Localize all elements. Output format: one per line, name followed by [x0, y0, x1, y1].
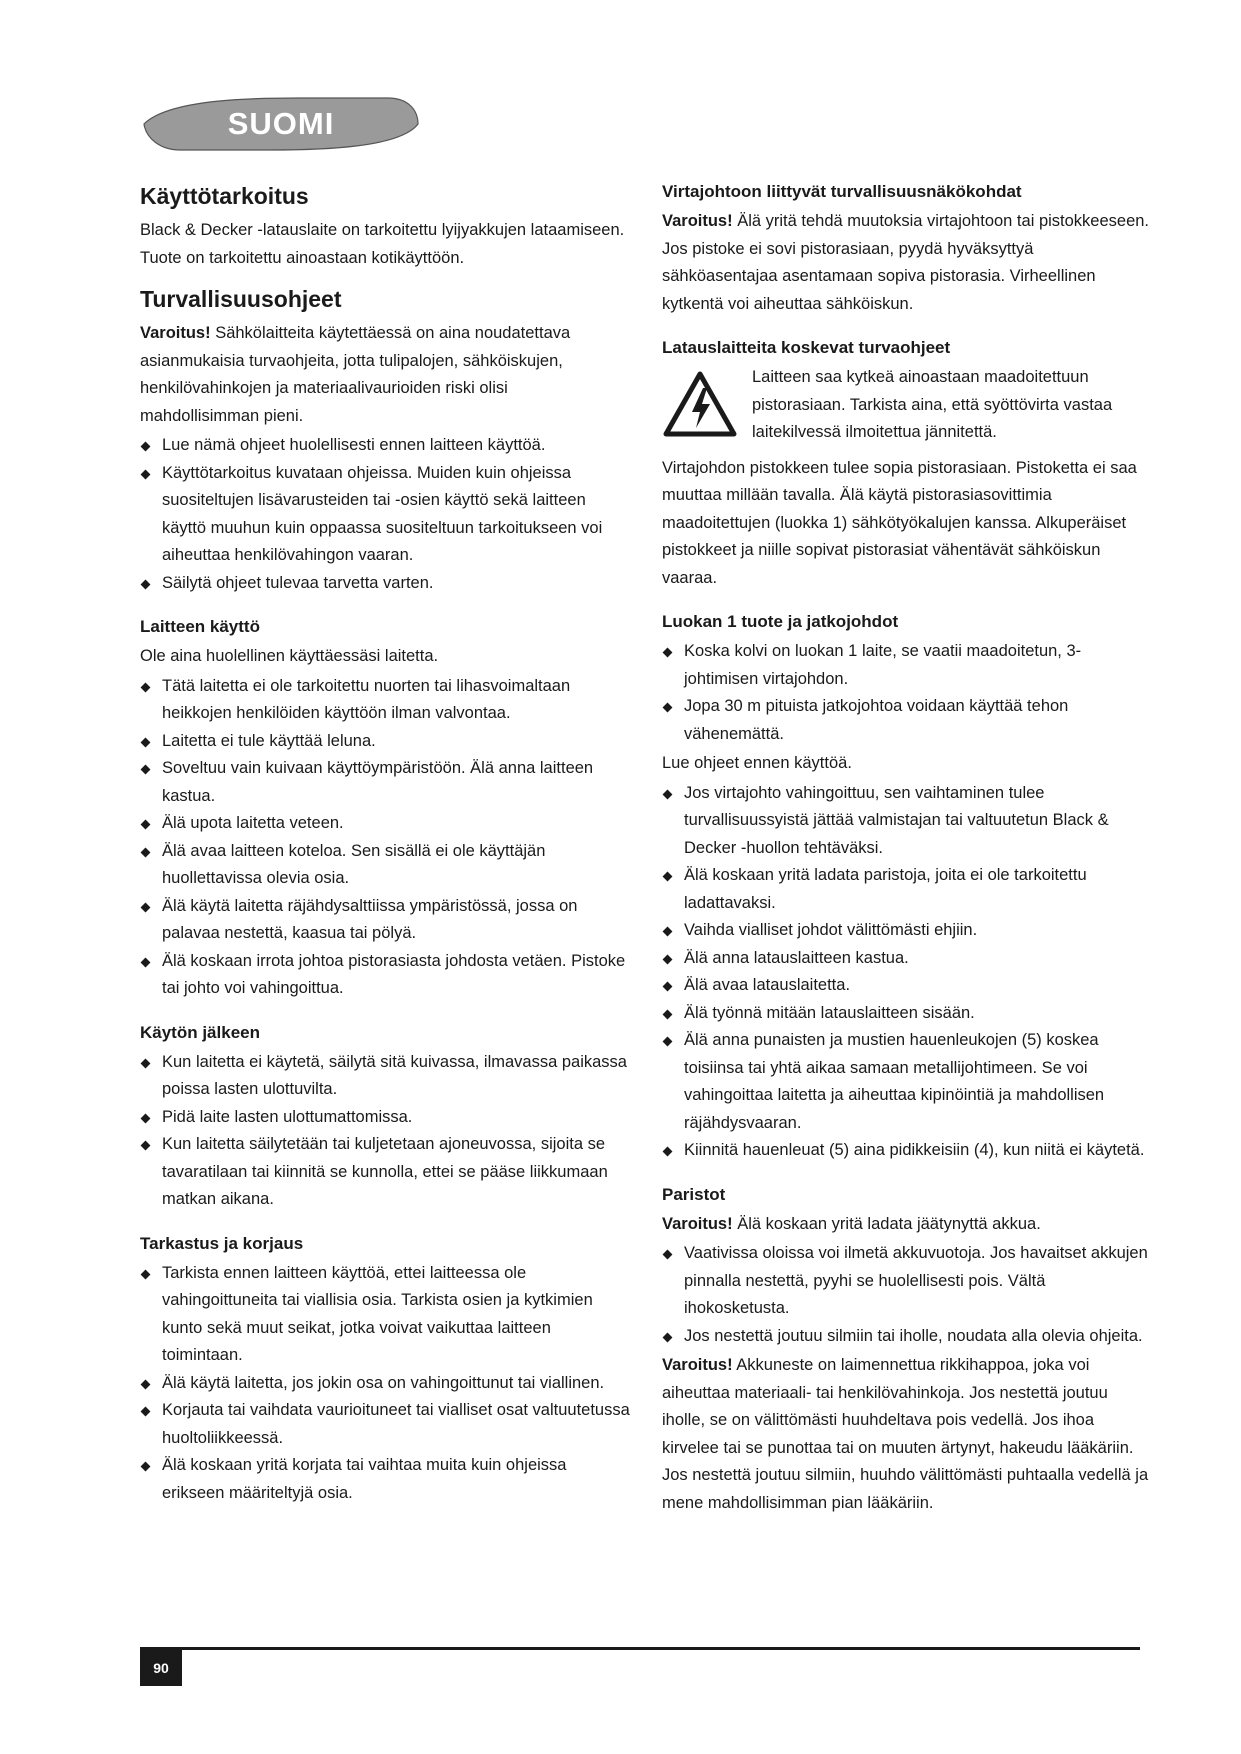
charger-text: Virtajohdon pistokkeen tulee sopia pistorasiaan. Pistoketta ei saa muuttaa millään tavalla. Älä käytä pistorasiasovittimia maadoitettujen (luokka 1) sähkötyökalujen kanssa. Alkuperäiset pistokkeet ja niille sopivat pistorasiat vähentävät sähköiskun vaaraa.: [662, 458, 1137, 587]
list-item: Vaihda vialliset johdot välittömästi ehjiin.: [662, 917, 1152, 945]
list-item: Säilytä ohjeet tulevaa tarvetta varten.: [140, 570, 630, 598]
bullet-icon: [663, 1009, 673, 1019]
list-item: Pidä laite lasten ulottumattomissa.: [140, 1104, 630, 1132]
bullet-icon: [141, 579, 151, 589]
bullet-icon: [141, 847, 151, 857]
bullet-icon: [663, 1037, 673, 1047]
after-use-heading: Käytön jälkeen: [140, 1022, 260, 1042]
left-column: [140, 175, 630, 1509]
list-item: Älä avaa latauslaitetta.: [662, 972, 1152, 1000]
electric-hazard-icon: [662, 370, 738, 438]
list-item: Älä anna punaisten ja mustien hauenleukojen (5) koskea toisiinsa tai yhtä aikaa samaan metallijohtimeen. Se voi vahingoittaa laitetta ja aiheuttaa kipinöintiä ja mahdollisen räjähdysvaaran.: [662, 1027, 1152, 1137]
intended-use-text: Black & Decker -latauslaite on tarkoitettu lyijyakkujen lataamiseen. Tuote on tarkoitettu ainoastaan kotikäyttöön.: [140, 221, 625, 267]
list-item: Älä koskaan yritä korjata tai vaihtaa muita kuin ohjeissa erikseen määriteltyjä osia.: [140, 1452, 630, 1507]
language-tab: [140, 96, 422, 152]
bullet-icon: [663, 648, 673, 658]
class1-list-2: [662, 780, 1152, 1165]
bullet-icon: [141, 737, 151, 747]
safety-warning: [140, 320, 630, 430]
footer-rule: [140, 1647, 1140, 1650]
list-item: Älä käytä laitetta räjähdysalttiissa ympäristössä, jossa on palavaa nestettä, kaasua tai pölyä.: [140, 893, 630, 948]
class1-list: [662, 638, 1152, 748]
bullet-icon: [141, 957, 151, 967]
inspection-heading: Tarkastus ja korjaus: [140, 1233, 304, 1253]
list-item: Älä käytä laitetta, jos jokin osa on vahingoittunut tai viallinen.: [140, 1370, 630, 1398]
electric-warning-text: Laitteen saa kytkeä ainoastaan maadoitettuun pistorasiaan. Tarkista aina, että syöttövirta vastaa laitekilvessä ilmoitettua jännitettä.: [752, 368, 1113, 441]
batteries-list: [662, 1240, 1152, 1350]
batteries-warning: [662, 1211, 1152, 1239]
after-use-list: [140, 1049, 630, 1214]
bullet-icon: [141, 1379, 151, 1389]
list-item: Älä koskaan irrota johtoa pistorasiasta johdosta vetäen. Pistoke tai johto voi vahingoittua.: [140, 948, 630, 1003]
right-column: [662, 180, 1152, 1521]
list-item: Tätä laitetta ei ole tarkoitettu nuorten tai lihasvoimaltaan heikkojen henkilöiden käyttöön ilman valvontaa.: [140, 673, 630, 728]
inspection-list: [140, 1260, 630, 1508]
warning-text: Älä yritä tehdä muutoksia virtajohtoon tai pistokkeeseen. Jos pistoke ei sovi pistorasiaan, pyydä hyväksyttyä sähköasentajaa asentamaan sopiva pistorasia. Virheellinen kytkentä voi aiheuttaa sähköiskun.: [662, 212, 1150, 313]
bullet-icon: [663, 789, 673, 799]
charger-heading: Latauslaitteita koskevat turvaohjeet: [662, 338, 951, 357]
list-item: Älä upota laitetta veteen.: [140, 810, 630, 838]
bullet-icon: [141, 765, 151, 775]
warning-text: Akkuneste on laimennettua rikkihappoa, joka voi aiheuttaa materiaali- tai henkilövahinkoja. Jos nestettä joutuu iholle, se on välittömästi huuhdeltava pois vedellä. Jos ihoa kirvelee tai se punottaa tai on muuten ärtynyt, hakeudu lääkäriin. Jos nestettä joutuu silmiin, huuhdo välittömästi puhtaalla vedellä ja mene mahdollisimman pian lääkäriin.: [662, 1356, 1149, 1512]
bullet-icon: [141, 1058, 151, 1068]
list-item: Kiinnitä hauenleuat (5) aina pidikkeisiin (4), kun niitä ei käytetä.: [662, 1137, 1152, 1165]
list-item: Jopa 30 m pituista jatkojohtoa voidaan käyttää tehon vähenemättä.: [662, 693, 1152, 748]
batteries-warning-2: [662, 1352, 1152, 1517]
bullet-icon: [141, 1269, 151, 1279]
bullet-icon: [141, 682, 151, 692]
list-item: Vaativissa oloissa voi ilmetä akkuvuotoja. Jos havaitset akkujen pinnalla nestettä, pyyhi se huolellisesti pois. Vältä ihokosketusta.: [662, 1240, 1152, 1323]
bullet-icon: [141, 442, 151, 452]
bullet-icon: [663, 982, 673, 992]
warning-text: Sähkölaitteita käytettäessä on aina noudatettava asianmukaisia turvaohjeita, jotta tulipalojen, sähköiskujen, henkilövahinkojen ja materiaalivaurioiden riski olisi mahdollisimman pieni.: [140, 324, 571, 425]
list-item: Jos virtajohto vahingoittuu, sen vaihtaminen tulee turvallisuussyistä jättää valmistajan tai valtuutetun Black & Decker -huollon tehtäväksi.: [662, 780, 1152, 863]
warning-label: Varoitus!: [662, 1214, 733, 1233]
list-item: Laitetta ei tule käyttää leluna.: [140, 728, 630, 756]
bullet-icon: [663, 1250, 673, 1260]
class1-heading: Luokan 1 tuote ja jatkojohdot: [662, 612, 899, 631]
bullet-icon: [141, 1407, 151, 1417]
safety-list: [140, 432, 630, 597]
list-item: Kun laitetta säilytetään tai kuljetetaan ajoneuvossa, sijoita se tavaratilaan tai kiinnitä se kunnolla, ettei se pääse liikkumaan matkan aikana.: [140, 1131, 630, 1214]
bullet-icon: [141, 1141, 151, 1151]
list-item: Korjauta tai vaihdata vaurioituneet tai vialliset osat valtuutetussa huoltoliikkeessä.: [140, 1397, 630, 1452]
list-item: Älä koskaan yritä ladata paristoja, joita ei ole tarkoitettu ladattavaksi.: [662, 862, 1152, 917]
safety-heading: Turvallisuusohjeet: [140, 286, 342, 312]
page-number: 90: [140, 1650, 182, 1686]
list-item: Älä työnnä mitään latauslaitteen sisään.: [662, 1000, 1152, 1028]
use-heading: Laitteen käyttö: [140, 617, 260, 636]
bullet-icon: [663, 1332, 673, 1342]
bullet-icon: [663, 1147, 673, 1157]
bullet-icon: [141, 820, 151, 830]
cord-heading: Virtajohtoon liittyvät turvallisuusnäkökohdat: [662, 182, 1022, 201]
batteries-heading: Paristot: [662, 1184, 726, 1204]
list-item: Jos nestettä joutuu silmiin tai iholle, noudata alla olevia ohjeita.: [662, 1323, 1152, 1351]
warning-text: Älä koskaan yritä ladata jäätynyttä akkua.: [732, 1214, 1041, 1233]
cord-warning: [662, 208, 1152, 318]
warning-label: Varoitus!: [140, 324, 211, 342]
list-item: Käyttötarkoitus kuvataan ohjeissa. Muiden kuin ohjeissa suositeltujen lisävarusteiden tai -osien käyttö sekä laitteen käyttö muuhun kuin oppaassa suositeltuun tarkoitukseen voi aiheuttaa henkilövahingon vaaran.: [140, 460, 630, 570]
list-item: Tarkista ennen laitteen käyttöä, ettei laitteessa ole vahingoittuneita tai viallisia osia. Tarkista osien ja kytkimien kunto sekä muut seikat, jotka voivat vaikuttaa laitteen toimintaan.: [140, 1260, 630, 1370]
bullet-icon: [663, 954, 673, 964]
bullet-icon: [141, 1113, 151, 1123]
intended-use-heading: Käyttötarkoitus: [140, 183, 309, 209]
bullet-icon: [141, 469, 151, 479]
language-label: SUOMI: [227, 106, 335, 141]
list-item: Älä anna latauslaitteen kastua.: [662, 945, 1152, 973]
electric-warning-block: [662, 364, 1152, 447]
list-item: Soveltuu vain kuivaan käyttöympäristöön. Älä anna laitteen kastua.: [140, 755, 630, 810]
list-item: Lue nämä ohjeet huolellisesti ennen laitteen käyttöä.: [140, 432, 630, 460]
bullet-icon: [141, 1462, 151, 1472]
use-list: [140, 673, 630, 1003]
list-item: Älä avaa laitteen koteloa. Sen sisällä ei ole käyttäjän huollettavissa olevia osia.: [140, 838, 630, 893]
read-first-text: Lue ohjeet ennen käyttöä.: [662, 754, 852, 772]
warning-label: Varoitus!: [662, 212, 733, 230]
list-item: Koska kolvi on luokan 1 laite, se vaatii maadoitetun, 3-johtimisen virtajohdon.: [662, 638, 1152, 693]
use-intro: Ole aina huolellinen käyttäessäsi laitetta.: [140, 647, 439, 665]
bullet-icon: [141, 902, 151, 912]
bullet-icon: [663, 703, 673, 713]
bullet-icon: [663, 872, 673, 882]
bullet-icon: [663, 927, 673, 937]
list-item: Kun laitetta ei käytetä, säilytä sitä kuivassa, ilmavassa paikassa poissa lasten ulottuvilta.: [140, 1049, 630, 1104]
warning-label: Varoitus!: [662, 1356, 733, 1374]
